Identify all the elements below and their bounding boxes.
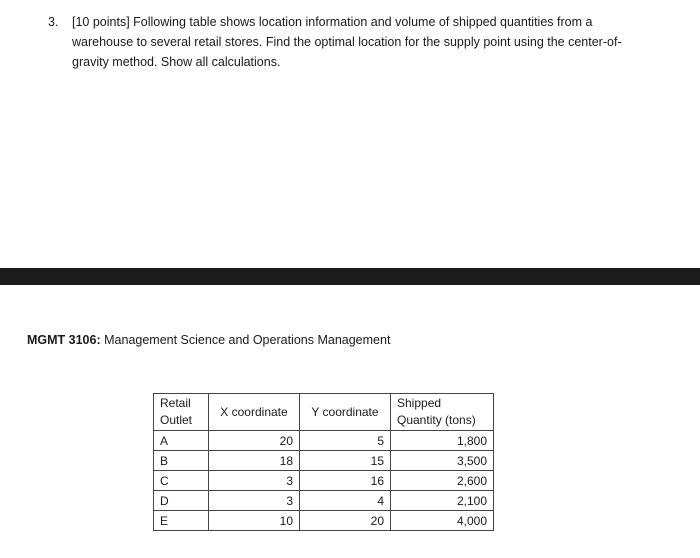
header-outlet-line2: Outlet <box>160 413 193 427</box>
header-retail-outlet <box>154 394 209 431</box>
table-row <box>154 451 494 471</box>
cell-x: 3 <box>209 471 300 491</box>
cell-x: 3 <box>209 491 300 511</box>
cell-qty: 1,800 <box>391 431 494 451</box>
header-outlet-line1: Retail <box>160 396 191 410</box>
course-heading <box>27 333 390 347</box>
cell-outlet: C <box>154 471 209 491</box>
table-row <box>154 491 494 511</box>
course-title: Management Science and Operations Management <box>104 333 391 347</box>
question-body: [10 points] Following table shows location information and volume of shipped quantities from a warehouse to several retail stores. Find the optimal location for the supply point using the center-of-gravity method. Show all calculations. <box>72 15 622 69</box>
cell-y: 4 <box>300 491 391 511</box>
cell-y: 15 <box>300 451 391 471</box>
cell-y: 5 <box>300 431 391 451</box>
page-divider-bar <box>0 268 700 285</box>
question-text-block <box>48 12 648 72</box>
cell-x: 20 <box>209 431 300 451</box>
cell-qty: 3,500 <box>391 451 494 471</box>
course-code: MGMT 3106: <box>27 333 101 347</box>
question-number: 3. <box>48 15 59 29</box>
cell-qty: 2,600 <box>391 471 494 491</box>
table-row <box>154 431 494 451</box>
cell-y: 16 <box>300 471 391 491</box>
header-shipped-quantity <box>391 394 494 431</box>
table-row <box>154 511 494 531</box>
cell-qty: 2,100 <box>391 491 494 511</box>
header-y-coordinate: Y coordinate <box>300 394 391 431</box>
cell-outlet: E <box>154 511 209 531</box>
header-qty-line2: Quantity (tons) <box>397 413 476 427</box>
table-row <box>154 471 494 491</box>
cell-x: 18 <box>209 451 300 471</box>
header-qty-line1: Shipped <box>397 396 442 410</box>
cell-outlet: B <box>154 451 209 471</box>
cell-qty: 4,000 <box>391 511 494 531</box>
location-data-table <box>153 393 494 531</box>
cell-x: 10 <box>209 511 300 531</box>
cell-y: 20 <box>300 511 391 531</box>
table-header-row <box>154 394 494 431</box>
header-x-coordinate: X coordinate <box>209 394 300 431</box>
cell-outlet: D <box>154 491 209 511</box>
cell-outlet: A <box>154 431 209 451</box>
